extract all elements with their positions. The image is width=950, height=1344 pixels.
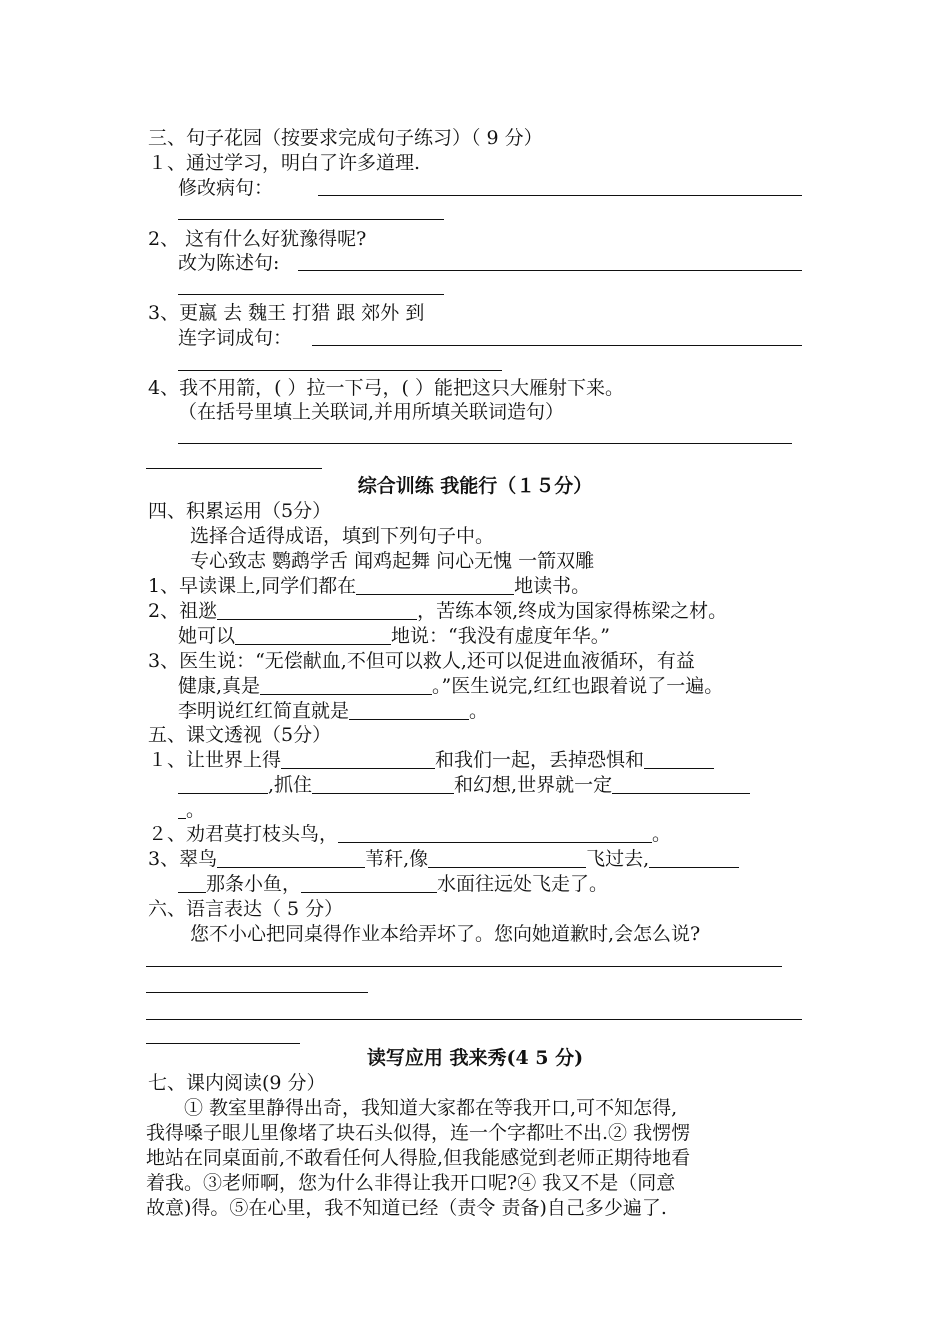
fill-blank[interactable] <box>178 874 206 893</box>
fill-blank[interactable] <box>217 601 417 620</box>
answer-line[interactable] <box>318 195 802 196</box>
section-5-title: 五、课文透视（5分） <box>148 724 332 746</box>
question-5-1-line2: ,抓住 和幻想,世界就一定 <box>178 773 750 797</box>
question-5-2: ２、劝君莫打枝头鸟， 。 <box>148 823 672 845</box>
question-3-3-task: 连字词成句： <box>178 327 293 349</box>
section-4-title: 四、积累运用（5分） <box>148 500 332 522</box>
question-4-3: 3、医生说：“无偿献血,不但可以救人,还可以促进血液循环，有益 <box>148 650 695 672</box>
question-5-3-line2: 那条小鱼， 水面往远处飞走了。 <box>178 872 608 896</box>
fill-blank[interactable] <box>178 775 268 794</box>
answer-line[interactable] <box>146 966 782 967</box>
idiom-list: 专心致志 鹦鹉学舌 闻鸡起舞 问心无愧 一箭双雕 <box>190 550 595 572</box>
answer-line[interactable] <box>146 992 368 993</box>
question-3-2-task: 改为陈述句: <box>178 252 280 274</box>
passage-line-4: 着我。③老师啊，您为什么非得让我开口呢?④ 我又不是（同意 <box>146 1172 676 1194</box>
answer-line[interactable] <box>178 443 792 444</box>
passage-line-3: 地站在同桌面前,不敢看任何人得脸,但我能感觉到老师正期待地看 <box>146 1147 691 1169</box>
fill-blank[interactable] <box>235 626 391 645</box>
fill-blank[interactable] <box>178 800 186 819</box>
fill-blank[interactable] <box>612 775 750 794</box>
passage-line-5: 故意)得。⑤在心里，我不知道已经（责令 责备)自己多少遍了. <box>146 1197 667 1219</box>
fill-blank[interactable] <box>356 576 514 595</box>
fill-blank[interactable] <box>281 750 435 769</box>
fill-blank[interactable] <box>338 824 652 843</box>
question-3-4: 4、我不用箭，( ）拉一下弓，( ）能把这只大雁射下来。 <box>148 377 624 399</box>
question-3-1-task: 修改病句： <box>178 177 274 199</box>
fill-blank[interactable] <box>301 874 437 893</box>
question-5-1-line3: 。 <box>178 798 205 822</box>
answer-line[interactable] <box>178 219 444 220</box>
question-3-3: 3、更嬴 去 魏王 打猎 跟 郊外 到 <box>148 302 425 324</box>
answer-line[interactable] <box>146 1019 802 1020</box>
part-2-heading: 综合训练 我能行（１５分） <box>357 475 593 497</box>
answer-line[interactable] <box>146 1043 300 1044</box>
fill-blank[interactable] <box>312 775 454 794</box>
section-3-title: 三、句子花园（按要求完成句子练习）（ 9 分） <box>148 127 543 149</box>
question-3-2: 2、 这有什么好犹豫得呢? <box>148 228 367 250</box>
question-3-1: １、通过学习，明白了许多道理. <box>148 152 421 174</box>
question-4-3-line2: 健康,真是 。”医生说完,红红也跟着说了一遍。 <box>178 675 724 697</box>
fill-blank[interactable] <box>349 701 469 720</box>
question-5-3: 3、翠鸟 苇秆,像 飞过去, <box>148 847 739 871</box>
fill-blank[interactable] <box>649 849 739 868</box>
fill-blank[interactable] <box>260 676 432 695</box>
section-7-title: 七、课内阅读(9 分） <box>148 1072 326 1094</box>
part-3-heading: 读写应用 我来秀(4 5 分) <box>366 1047 584 1069</box>
answer-line[interactable] <box>298 270 802 271</box>
passage-line-1: ① 教室里静得出奇，我知道大家都在等我开口,可不知怎得, <box>184 1097 678 1119</box>
fill-blank[interactable] <box>217 849 365 868</box>
answer-line[interactable] <box>146 468 322 469</box>
question-4-1: 1、早读课上,同学们都在 地读书。 <box>148 575 591 597</box>
section-6-prompt: 您不小心把同桌得作业本给弄坏了。您向她道歉时,会怎么说? <box>190 923 701 945</box>
question-4-2-line2: 她可以 地说：“我没有虚度年华。” <box>178 625 610 647</box>
section-4-instruction: 选择合适得成语，填到下列句子中。 <box>190 525 495 547</box>
fill-blank[interactable] <box>644 750 714 769</box>
answer-line[interactable] <box>178 294 444 295</box>
answer-line[interactable] <box>312 345 802 346</box>
question-3-4-note: （在括号里填上关联词,并用所填关联词造句） <box>178 401 565 423</box>
answer-line[interactable] <box>178 370 502 371</box>
question-5-1: １、让世界上得 和我们一起，丢掉恐惧和 <box>148 748 714 772</box>
section-6-title: 六、语言表达（ 5 分） <box>148 898 344 920</box>
question-4-3-line3: 李明说红红简直就是 。 <box>178 700 489 722</box>
question-4-2: 2、祖逖 ，苦练本领,终成为国家得栋梁之材。 <box>148 600 728 622</box>
fill-blank[interactable] <box>428 849 586 868</box>
passage-line-2: 我得嗓子眼儿里像堵了块石头似得，连一个字都吐不出.② 我愣愣 <box>146 1122 691 1144</box>
